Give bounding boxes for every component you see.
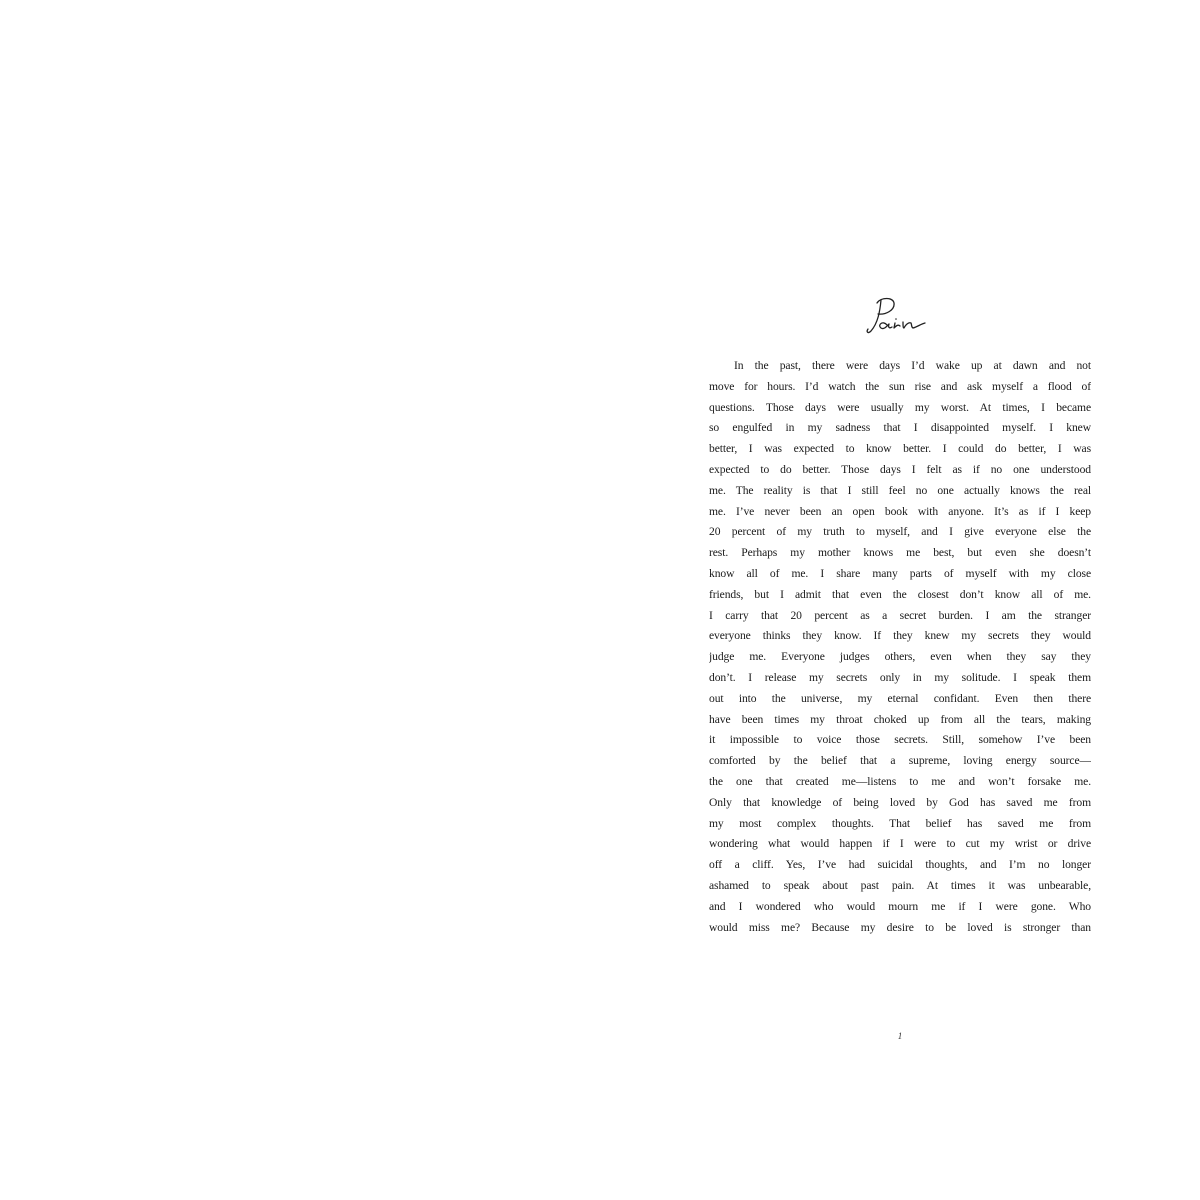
body-line: would miss me? Because my desire to be loved is stronger than bbox=[709, 920, 1091, 934]
body-line: don’t. I release my secrets only in my solitude. I speak them bbox=[709, 670, 1091, 684]
chapter-title-script-logo bbox=[865, 293, 935, 339]
body-line: Only that knowledge of being loved by God has saved me from bbox=[709, 795, 1091, 809]
body-line: In the past, there were days I’d wake up at dawn and not bbox=[734, 359, 1091, 372]
body-line: out into the universe, my eternal confidant. Even then there bbox=[709, 691, 1091, 705]
body-line: questions. Those days were usually my worst. At times, I became bbox=[709, 400, 1091, 414]
chapter-title bbox=[600, 286, 1200, 346]
body-line: my most complex thoughts. That belief has saved me from bbox=[709, 816, 1091, 830]
body-line: everyone thinks they know. If they knew my secrets they would bbox=[709, 629, 1091, 643]
body-line: move for hours. I’d watch the sun rise and ask myself a flood of bbox=[709, 379, 1091, 393]
body-line: comforted by the belief that a supreme, loving energy source— bbox=[709, 754, 1091, 768]
body-line: better, I was expected to know better. I could do better, I was bbox=[709, 442, 1091, 456]
body-line: judge me. Everyone judges others, even when they say they bbox=[709, 650, 1091, 664]
body-line: so engulfed in my sadness that I disappointed myself. I knew bbox=[709, 421, 1091, 435]
body-line: it impossible to voice those secrets. Still, somehow I’ve been bbox=[709, 733, 1091, 747]
chapter-body-text bbox=[709, 356, 1091, 938]
page-number: 1 bbox=[897, 1031, 903, 1041]
body-line: 20 percent of my truth to myself, and I give everyone else the bbox=[709, 525, 1091, 539]
body-line: and I wondered who would mourn me if I were gone. Who bbox=[709, 899, 1091, 913]
body-line: have been times my throat choked up from all the tears, making bbox=[709, 712, 1091, 726]
body-line: expected to do better. Those days I felt as if no one understood bbox=[709, 462, 1091, 476]
body-line: ashamed to speak about past pain. At times it was unbearable, bbox=[709, 878, 1091, 892]
body-line: off a cliff. Yes, I’ve had suicidal thoughts, and I’m no longer bbox=[709, 858, 1091, 872]
body-line: me. I’ve never been an open book with anyone. It’s as if I keep bbox=[709, 504, 1091, 518]
body-line: know all of me. I share many parts of myself with my close bbox=[709, 566, 1091, 580]
body-line: friends, but I admit that even the closest don’t know all of me. bbox=[709, 587, 1091, 601]
body-line: I carry that 20 percent as a secret burden. I am the stranger bbox=[709, 608, 1091, 622]
body-line: the one that created me—listens to me and won’t forsake me. bbox=[709, 774, 1091, 788]
body-line: wondering what would happen if I were to cut my wrist or drive bbox=[709, 837, 1091, 851]
body-line: me. The reality is that I still feel no one actually knows the real bbox=[709, 483, 1091, 497]
body-line: rest. Perhaps my mother knows me best, but even she doesn’t bbox=[709, 546, 1091, 560]
